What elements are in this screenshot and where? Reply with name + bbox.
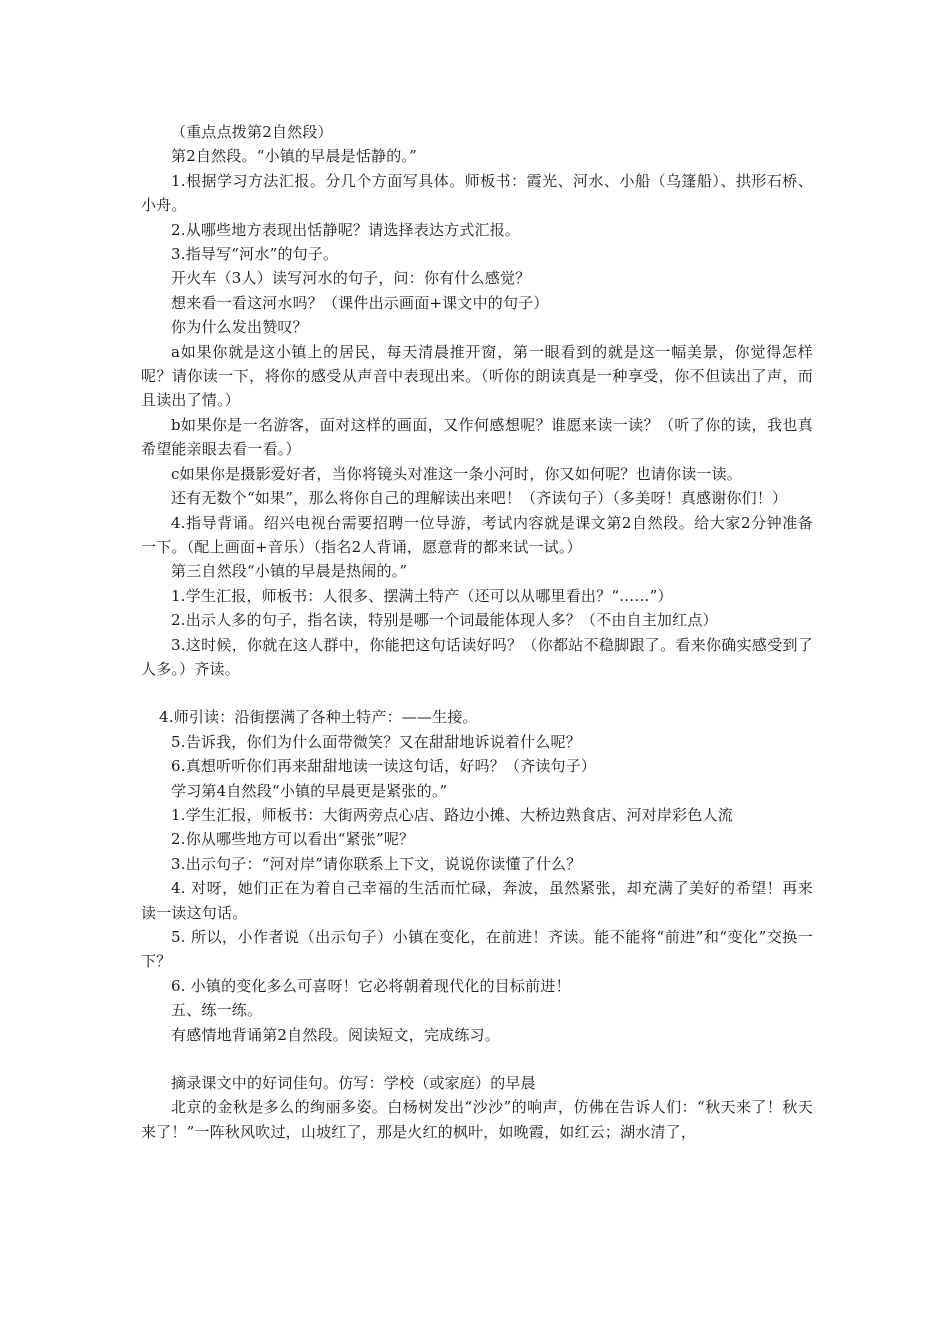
paragraph: 2.从哪些地方表现出恬静呢？请选择表达方式汇报。 xyxy=(171,220,521,239)
paragraph: 2.出示人多的句子，指名读，特别是哪一个词最能体现人多？（不由自主加红点） xyxy=(171,611,718,630)
paragraph: 北京的金秋是多么的绚丽多姿。白杨树发出“沙沙”的响声，仿佛在告诉人们：“秋天来了！秋天来了！”一阵秋风吹过，山坡红了，那是火红的枫叶，如晚霞，如红云；湖水清了， xyxy=(141,1098,813,1141)
paragraph: 想来看一看这河水吗？（课件出示画面+课文中的句子） xyxy=(171,293,549,312)
paragraph: （重点点拨第2自然段） xyxy=(171,123,333,141)
paragraph: 2.你从哪些地方可以看出“紧张”呢？ xyxy=(171,830,415,849)
paragraph: 4.师引读：沿街摆满了各种土特产：——生接。 xyxy=(159,708,478,727)
paragraph: 开火车（3人）读写河水的句子，问：你有什么感觉？ xyxy=(171,269,531,288)
paragraph: 学习第4自然段“小镇的早晨更是紧张的。” xyxy=(171,781,448,800)
paragraph: 第2自然段。“小镇的早晨是恬静的。” xyxy=(171,147,417,166)
paragraph: 3.出示句子：“河对岸”请你联系上下文，说说你读懂了什么？ xyxy=(171,854,582,873)
paragraph: 6.真想听听你们再来甜甜地读一读这句话，好吗？（齐读句子） xyxy=(171,757,597,776)
paragraph: 第三自然段“小镇的早晨是热闹的。” xyxy=(171,562,408,581)
paragraph: c如果你是摄影爱好者，当你将镜头对准这一条小河时，你又如何呢？也请你读一读。 xyxy=(171,464,743,483)
document-body xyxy=(141,120,813,1144)
paragraph: 摘录课文中的好词佳句。仿写：学校（或家庭）的早晨 xyxy=(171,1074,536,1093)
paragraph: 1.学生汇报，师板书：人很多、摆满土特产（还可以从哪里看出？“……”） xyxy=(171,586,673,605)
paragraph: 有感情地背诵第2自然段。阅读短文，完成练习。 xyxy=(171,1025,500,1044)
paragraph: 1.学生汇报，师板书：大街两旁点心店、路边小摊、大桥边熟食店、河对岸彩色人流 xyxy=(171,805,733,824)
paragraph: 4. 对呀，她们正在为着自己幸福的生活而忙碌，奔波，虽然紧张，却充满了美好的希望！再来读一读这句话。 xyxy=(141,879,813,922)
paragraph: 3.指导写“河水”的句子。 xyxy=(171,245,339,264)
paragraph: 6. 小镇的变化多么可喜呀！它必将朝着现代化的目标前进！ xyxy=(171,976,571,995)
paragraph: 5. 所以，小作者说（出示句子）小镇在变化，在前进！齐读。能不能将“前进”和“变化”交换一下？ xyxy=(141,928,813,971)
paragraph: a如果你就是这小镇上的居民，每天清晨推开窗，第一眼看到的就是这一幅美景，你觉得怎样呢？请你读一下，将你的感受从声音中表现出来。（听你的朗读真是一种享受，你不但读出了声，而且读出了情。） xyxy=(141,342,813,410)
paragraph: 你为什么发出赞叹？ xyxy=(171,318,308,337)
paragraph: 4.指导背诵。绍兴电视台需要招聘一位导游，考试内容就是课文第2自然段。给大家2分钟准备一下。（配上画面+音乐）（指名2人背诵，愿意背的都来试一试。） xyxy=(141,513,813,556)
paragraph: 五、练一练。 xyxy=(171,1001,263,1020)
paragraph: b如果你是一名游客，面对这样的画面，又作何感想呢？谁愿来读一读？（听了你的读，我也真希望能亲眼去看一看。） xyxy=(141,415,813,459)
paragraph: 3.这时候，你就在这人群中，你能把这句话读好吗？（你都站不稳脚跟了。看来你确实感受到了人多。）齐读。 xyxy=(141,635,813,678)
paragraph: 1.根据学习方法汇报。分几个方面写具体。师板书：霞光、河水、小船（乌篷船）、拱形石桥、小舟。 xyxy=(141,171,813,215)
paragraph: 5.告诉我，你们为什么面带微笑？又在甜甜地诉说着什么呢？ xyxy=(171,732,581,751)
paragraph: 还有无数个“如果”，那么将你自己的理解读出来吧！（齐读句子）（多美呀！真感谢你们！） xyxy=(171,489,788,508)
